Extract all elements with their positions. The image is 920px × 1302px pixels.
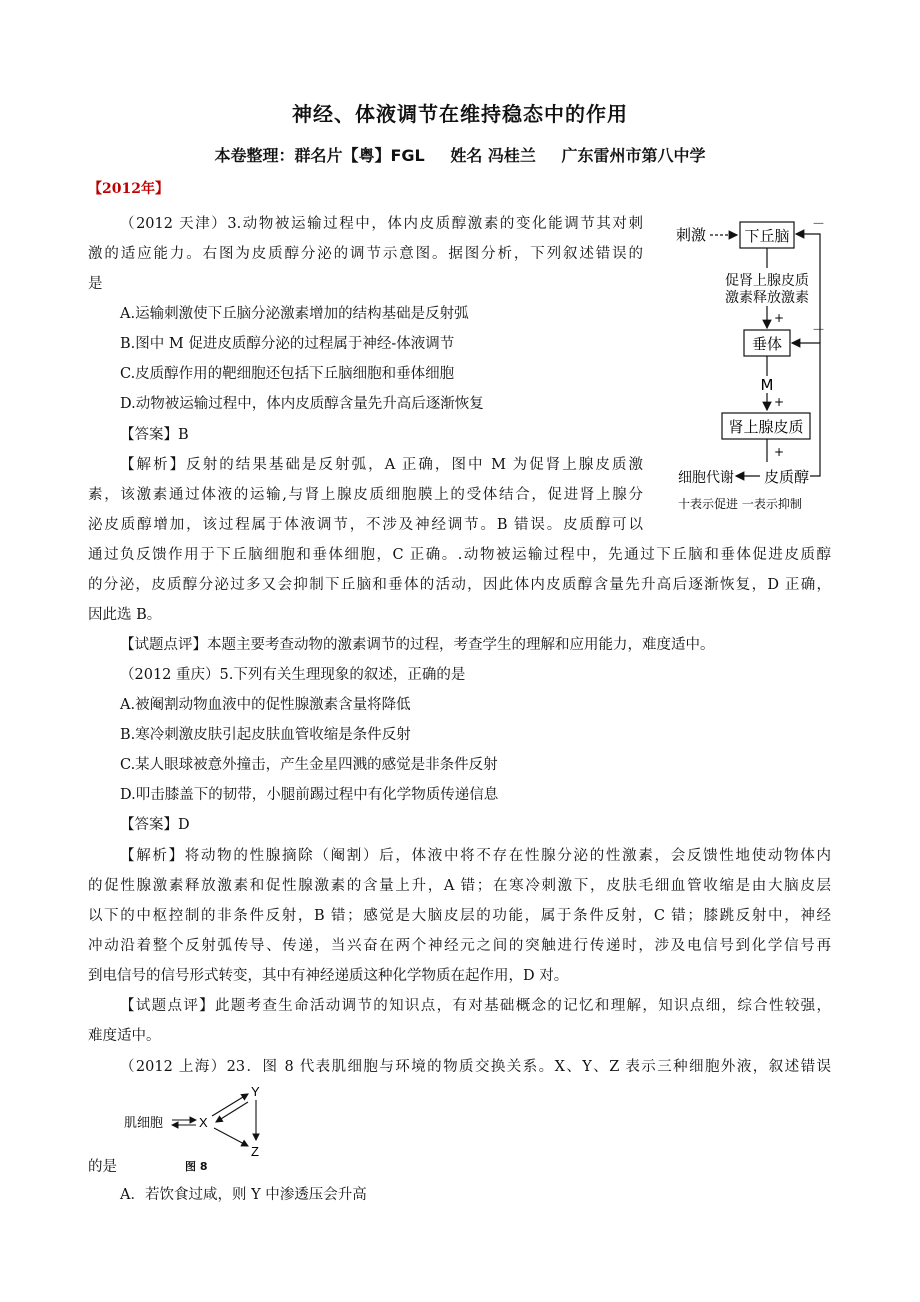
muscle-cell-label: 肌细胞 (124, 1115, 164, 1130)
stimulus-label: 刺激 (676, 226, 707, 244)
hormone-label-line2: 激素释放激素 (725, 290, 809, 306)
q1-stem-line: 激的适应能力。右图为皮质醇分泌的调节示意图。据图分析，下列叙述错误的 (88, 246, 643, 262)
minus-sign: － (812, 217, 826, 232)
y-to-x-arrow (216, 1102, 248, 1122)
q2-answer: 【答案】D (120, 817, 190, 833)
x-to-z-arrow (214, 1128, 248, 1146)
hypothalamus-label: 下丘脑 (744, 227, 790, 245)
q2-comment-line: 【试题点评】此题考查生命活动调节的知识点，有对基础概念的记忆和理解，知识点细，综合性较强， (120, 998, 831, 1014)
q2-option-c: C.某人眼球被意外撞击，产生金星四溅的感觉是非条件反射 (120, 757, 498, 773)
subtitle (0, 143, 920, 166)
q1-stem-line: （2012 天津）3.动物被运输过程中，体内皮质醇激素的变化能调节其对刺 (120, 216, 643, 232)
q1-stem-line: 是 (88, 276, 103, 292)
q2-stem: （2012 重庆）5.下列有关生理现象的叙述，正确的是 (120, 667, 466, 683)
minus-sign: － (812, 323, 826, 338)
q3-option-a: A．若饮食过咸，则 Y 中渗透压会升高 (120, 1187, 367, 1203)
q2-option-b: B.寒冷刺激皮肤引起皮肤血管收缩是条件反射 (120, 727, 411, 743)
q2-option-d: D.叩击膝盖下的韧带，小腿前踢过程中有化学物质传递信息 (120, 787, 499, 803)
q2-analysis-line: 的促性腺激素释放激素和促性腺激素的含量上升，A 错；在寒冷刺激下，皮肤毛细血管收缩是由大脑皮层 (88, 878, 831, 894)
cortisol-label: 皮质醇 (764, 468, 810, 486)
z-label: Z (251, 1144, 259, 1159)
q1-comment: 【试题点评】本题主要考查动物的激素调节的过程，考查学生的理解和应用能力，难度适中。 (120, 637, 715, 653)
q2-analysis-line: 到电信号的信号形式转变，其中有神经递质这种化学物质在起作用，D 对。 (88, 968, 569, 984)
cortisol-regulation-diagram (664, 210, 834, 515)
year-tag: 【2012年】 (88, 181, 169, 197)
q1-analysis-line: 【解析】反射的结果基础是反射弧，A 正确，图中 M 为促肾上腺皮质激 (120, 457, 643, 473)
q1-answer: 【答案】B (120, 427, 189, 443)
plus-sign: + (774, 311, 785, 325)
x-label: X (199, 1115, 208, 1130)
q1-option-d: D.动物被运输过程中，体内皮质醇含量先升高后逐渐恢复 (120, 396, 484, 412)
q2-analysis-line: 以下的中枢控制的非条件反射，B 错；感觉是大脑皮层的功能，属于条件反射，C 错；膝跳反射中，神经 (88, 908, 831, 924)
plus-sign: + (774, 395, 785, 409)
author-name: 姓名 冯桂兰 (450, 146, 536, 165)
metabolism-label: 细胞代谢 (678, 470, 734, 486)
legend: 十表示促进 一表示抑制 (678, 497, 802, 511)
y-label: Y (251, 1084, 260, 1099)
m-label: M (760, 376, 774, 394)
page-title: 神经、体液调节在维持稳态中的作用 (292, 102, 628, 126)
q2-option-a: A.被阉割动物血液中的促性腺激素含量将降低 (120, 697, 411, 713)
q1-option-a: A.运输刺激使下丘脑分泌激素增加的结构基础是反射弧 (120, 306, 469, 322)
figure-8-diagram (120, 1082, 280, 1162)
q1-analysis-line: 泌皮质醇增加，该过程属于体液调节，不涉及神经调节。B 错误。皮质醇可以 (88, 517, 643, 533)
q1-analysis-line: 通过负反馈作用于下丘脑细胞和垂体细胞，C 正确。.动物被运输过程中，先通过下丘脑和垂体促进皮质醇 (88, 547, 831, 563)
q3-stem: （2012 上海）23．图 8 代表肌细胞与环境的物质交换关系。X、Y、Z 表示三种细胞外液，叙述错误 (120, 1059, 831, 1075)
pituitary-label: 垂体 (751, 335, 783, 353)
q1-option-b: B.图中 M 促进皮质醇分泌的过程属于神经-体液调节 (120, 336, 455, 352)
q1-analysis-line: 素，该激素通过体液的运输,与肾上腺皮质细胞膜上的受体结合，促进肾上腺分 (88, 487, 643, 503)
q1-option-c: C.皮质醇作用的靶细胞还包括下丘脑细胞和垂体细胞 (120, 366, 455, 382)
compiler-credit: 本卷整理：群名片【粤】FGL (214, 146, 425, 165)
q3-stem-end: 的是 (88, 1159, 117, 1175)
q1-analysis-line: 因此选 B。 (88, 607, 162, 623)
feedback-to-pituitary (792, 343, 820, 476)
hormone-label-line1: 促肾上腺皮质 (725, 273, 809, 289)
adrenal-cortex-label: 肾上腺皮质 (728, 418, 804, 436)
q1-analysis-line: 的分泌，皮质醇分泌过多又会抑制下丘脑和垂体的活动，因此体内皮质醇含量先升高后逐渐恢复，D 正确， (88, 577, 831, 593)
plus-sign: + (774, 445, 785, 459)
figure-caption: 图 8 (185, 1160, 208, 1173)
q2-analysis-line: 【解析】将动物的性腺摘除（阉割）后，体液中将不存在性腺分泌的性激素，会反馈性地使动物体内 (120, 848, 831, 864)
school-name: 广东雷州市第八中学 (561, 146, 706, 165)
q2-analysis-line: 冲动沿着整个反射弧传导、传递，当兴奋在两个神经元之间的突触进行传递时，涉及电信号到化学信号再 (88, 938, 831, 954)
q2-comment-line: 难度适中。 (88, 1028, 161, 1044)
